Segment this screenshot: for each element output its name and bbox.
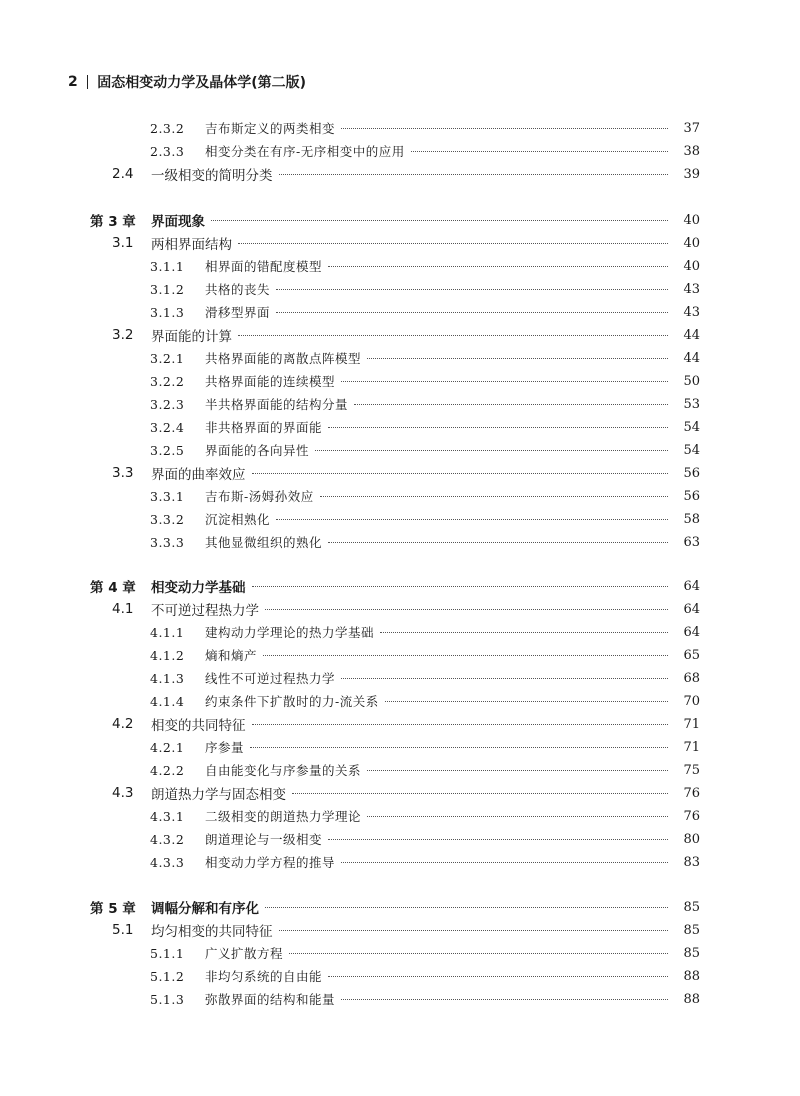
toc-leader-dots xyxy=(252,473,668,474)
toc-entry-title: 共格界面能的连续模型 xyxy=(205,374,336,389)
toc-entry-number: 3.2.2 xyxy=(150,373,185,389)
toc-chapter-row xyxy=(0,210,700,230)
toc-entry-title: 相变分类在有序-无序相变中的应用 xyxy=(205,144,405,159)
toc-subsection-row xyxy=(0,989,700,1009)
toc-leader-dots xyxy=(265,609,668,610)
toc-entry-page: 85 xyxy=(683,945,700,961)
toc-entry-number: 5.1 xyxy=(112,922,134,938)
toc-subsection-row xyxy=(0,622,700,642)
toc-entry-page: 56 xyxy=(683,488,700,504)
toc-entry-page: 76 xyxy=(683,785,700,801)
toc-subsection-row xyxy=(0,806,700,826)
toc-entry-page: 70 xyxy=(683,693,700,709)
toc-entry-page: 76 xyxy=(683,808,700,824)
toc-entry-page: 71 xyxy=(683,716,700,732)
toc-entry-page: 63 xyxy=(683,534,700,550)
toc-entry-title: 广义扩散方程 xyxy=(205,946,284,961)
toc-leader-dots xyxy=(238,335,668,336)
toc-leader-dots xyxy=(367,816,668,817)
toc-entry-title: 界面能的计算 xyxy=(151,329,232,345)
toc-subsection-row xyxy=(0,943,700,963)
toc-subsection-row xyxy=(0,737,700,757)
toc-subsection-row xyxy=(0,371,700,391)
book-title: 固态相变动力学及晶体学(第二版) xyxy=(97,75,307,91)
toc-entry-number: 4.2.2 xyxy=(150,762,185,778)
toc-entry-page: 80 xyxy=(683,831,700,847)
toc-leader-dots xyxy=(341,128,668,129)
toc-entry-page: 44 xyxy=(683,350,700,366)
toc-entry-title: 约束条件下扩散时的力-流关系 xyxy=(205,694,379,709)
toc-entry-title: 非均匀系统的自由能 xyxy=(205,969,323,984)
toc-entry-title: 熵和熵产 xyxy=(205,648,258,663)
toc-subsection-row xyxy=(0,141,700,161)
toc-entry-page: 71 xyxy=(683,739,700,755)
toc-leader-dots xyxy=(341,381,668,382)
toc-leader-dots xyxy=(328,976,668,977)
toc-entry-title: 共格的丧失 xyxy=(205,282,271,297)
toc-entry-number: 4.2 xyxy=(112,716,134,732)
toc-leader-dots xyxy=(276,312,668,313)
toc-entry-title: 两相界面结构 xyxy=(151,237,232,253)
toc-subsection-row xyxy=(0,668,700,688)
toc-entry-number: 3.3.2 xyxy=(150,511,185,527)
toc-entry-title: 二级相变的朗道热力学理论 xyxy=(205,809,362,824)
toc-subsection-row xyxy=(0,829,700,849)
toc-entry-page: 68 xyxy=(683,670,700,686)
toc-entry-title: 共格界面能的离散点阵模型 xyxy=(205,351,362,366)
toc-leader-dots xyxy=(315,450,668,451)
toc-subsection-row xyxy=(0,302,700,322)
toc-entry-title: 半共格界面能的结构分量 xyxy=(205,397,349,412)
toc-subsection-row xyxy=(0,852,700,872)
toc-entry-title: 线性不可逆过程热力学 xyxy=(205,671,336,686)
toc-entry-number: 5.1.2 xyxy=(150,968,185,984)
toc-entry-number: 3.2 xyxy=(112,327,134,343)
header-divider xyxy=(87,75,89,89)
toc-entry-title: 吉布斯定义的两类相变 xyxy=(205,121,336,136)
toc-entry-number: 3.2.1 xyxy=(150,350,185,366)
toc-entry-title: 滑移型界面 xyxy=(205,305,271,320)
toc-leader-dots xyxy=(341,999,668,1000)
toc-section-row xyxy=(0,463,700,483)
toc-leader-dots xyxy=(367,770,668,771)
toc-entry-number: 2.3.2 xyxy=(150,120,185,136)
toc-entry-page: 53 xyxy=(683,396,700,412)
toc-entry-title: 相变的共同特征 xyxy=(151,718,246,734)
toc-entry-page: 75 xyxy=(683,762,700,778)
toc-entry-title: 均匀相变的共同特征 xyxy=(151,924,273,940)
toc-leader-dots xyxy=(238,243,668,244)
toc-entry-title: 相界面的错配度模型 xyxy=(205,259,323,274)
toc-entry-number: 4.1.4 xyxy=(150,693,185,709)
toc-entry-page: 58 xyxy=(683,511,700,527)
toc-leader-dots xyxy=(279,174,668,175)
toc-leader-dots xyxy=(341,678,668,679)
toc-entry-title: 调幅分解和有序化 xyxy=(151,901,259,917)
toc-entry-number: 3.1.3 xyxy=(150,304,185,320)
toc-entry-title: 吉布斯-汤姆孙效应 xyxy=(205,489,314,504)
toc-section-row xyxy=(0,714,700,734)
toc-entry-number: 4.1 xyxy=(112,601,134,617)
toc-section-row xyxy=(0,783,700,803)
toc-entry-title: 界面现象 xyxy=(151,214,205,230)
toc-leader-dots xyxy=(328,839,668,840)
toc-entry-page: 88 xyxy=(683,968,700,984)
toc-subsection-row xyxy=(0,532,700,552)
toc-entry-title: 沉淀相熟化 xyxy=(205,512,271,527)
toc-entry-number: 3.3 xyxy=(112,465,134,481)
toc-leader-dots xyxy=(289,953,668,954)
toc-leader-dots xyxy=(328,427,668,428)
toc-entry-number: 3.2.3 xyxy=(150,396,185,412)
toc-chapter-row xyxy=(0,897,700,917)
toc-entry-page: 64 xyxy=(683,601,700,617)
toc-leader-dots xyxy=(263,655,668,656)
toc-entry-number: 3.2.5 xyxy=(150,442,185,458)
toc-entry-title: 朗道热力学与固态相变 xyxy=(151,787,286,803)
toc-leader-dots xyxy=(328,266,668,267)
toc-entry-title: 自由能变化与序参量的关系 xyxy=(205,763,362,778)
toc-subsection-row xyxy=(0,509,700,529)
toc-subsection-row xyxy=(0,279,700,299)
toc-entry-title: 不可逆过程热力学 xyxy=(151,603,259,619)
toc-entry-number: 3.3.1 xyxy=(150,488,185,504)
toc-entry-page: 40 xyxy=(683,258,700,274)
toc-subsection-row xyxy=(0,118,700,138)
toc-entry-number: 3.2.4 xyxy=(150,419,185,435)
toc-entry-page: 64 xyxy=(683,624,700,640)
toc-entry-number: 3.1.2 xyxy=(150,281,185,297)
toc-subsection-row xyxy=(0,966,700,986)
toc-subsection-row xyxy=(0,645,700,665)
toc-entry-title: 朗道理论与一级相变 xyxy=(205,832,323,847)
toc-entry-number: 第 5 章 xyxy=(90,901,136,917)
toc-subsection-row xyxy=(0,348,700,368)
toc-entry-number: 4.1.2 xyxy=(150,647,185,663)
toc-entry-number: 3.1.1 xyxy=(150,258,185,274)
toc-entry-number: 2.3.3 xyxy=(150,143,185,159)
toc-subsection-row xyxy=(0,394,700,414)
page-number: 2 xyxy=(68,74,78,90)
toc-entry-page: 54 xyxy=(683,419,700,435)
toc-leader-dots xyxy=(380,632,668,633)
toc-entry-title: 相变动力学方程的推导 xyxy=(205,855,336,870)
toc-entry-page: 38 xyxy=(683,143,700,159)
toc-section-row xyxy=(0,599,700,619)
toc-entry-number: 4.3.1 xyxy=(150,808,185,824)
toc-section-row xyxy=(0,164,700,184)
toc-entry-number: 第 3 章 xyxy=(90,214,136,230)
toc-entry-page: 43 xyxy=(683,281,700,297)
toc-leader-dots xyxy=(292,793,668,794)
toc-leader-dots xyxy=(265,907,668,908)
toc-leader-dots xyxy=(367,358,668,359)
toc-entry-number: 4.3.3 xyxy=(150,854,185,870)
toc-entry-number: 4.3.2 xyxy=(150,831,185,847)
toc-leader-dots xyxy=(211,220,668,221)
toc-entry-number: 5.1.1 xyxy=(150,945,185,961)
toc-entry-number: 4.1.3 xyxy=(150,670,185,686)
toc-leader-dots xyxy=(341,862,668,863)
toc-leader-dots xyxy=(276,289,668,290)
toc-subsection-row xyxy=(0,256,700,276)
toc-entry-page: 85 xyxy=(683,899,700,915)
toc-entry-number: 2.4 xyxy=(112,166,134,182)
toc-leader-dots xyxy=(250,747,668,748)
toc-section-row xyxy=(0,920,700,940)
toc-section-row xyxy=(0,325,700,345)
toc-entry-title: 其他显微组织的熟化 xyxy=(205,535,323,550)
toc-entry-page: 43 xyxy=(683,304,700,320)
toc-section-row xyxy=(0,233,700,253)
toc-leader-dots xyxy=(279,930,668,931)
toc-entry-page: 54 xyxy=(683,442,700,458)
toc-entry-page: 40 xyxy=(683,212,700,228)
toc-entry-page: 65 xyxy=(683,647,700,663)
toc-entry-number: 4.2.1 xyxy=(150,739,185,755)
toc-entry-number: 3.3.3 xyxy=(150,534,185,550)
toc-entry-page: 88 xyxy=(683,991,700,1007)
toc-subsection-row xyxy=(0,486,700,506)
toc-leader-dots xyxy=(252,586,668,587)
toc-entry-page: 37 xyxy=(683,120,700,136)
toc-entry-title: 非共格界面的界面能 xyxy=(205,420,323,435)
running-header xyxy=(68,72,306,92)
toc-entry-number: 4.1.1 xyxy=(150,624,185,640)
toc-leader-dots xyxy=(385,701,668,702)
toc-leader-dots xyxy=(320,496,668,497)
toc-chapter-row xyxy=(0,576,700,596)
toc-subsection-row xyxy=(0,440,700,460)
toc-entry-title: 一级相变的简明分类 xyxy=(151,168,273,184)
toc-entry-number: 4.3 xyxy=(112,785,134,801)
toc-entry-page: 56 xyxy=(683,465,700,481)
toc-entry-number: 第 4 章 xyxy=(90,580,136,596)
toc-entry-title: 界面的曲率效应 xyxy=(151,467,246,483)
toc-entry-page: 83 xyxy=(683,854,700,870)
toc-entry-number: 3.1 xyxy=(112,235,134,251)
toc-subsection-row xyxy=(0,691,700,711)
toc-leader-dots xyxy=(276,519,668,520)
toc-leader-dots xyxy=(411,151,668,152)
toc-entry-title: 界面能的各向异性 xyxy=(205,443,310,458)
toc-entry-number: 5.1.3 xyxy=(150,991,185,1007)
toc-entry-page: 40 xyxy=(683,235,700,251)
toc-subsection-row xyxy=(0,760,700,780)
toc-entry-page: 50 xyxy=(683,373,700,389)
toc-leader-dots xyxy=(328,542,668,543)
toc-entry-title: 相变动力学基础 xyxy=(151,580,246,596)
toc-entry-title: 弥散界面的结构和能量 xyxy=(205,992,336,1007)
toc-leader-dots xyxy=(252,724,668,725)
toc-entry-page: 85 xyxy=(683,922,700,938)
toc-entry-title: 序参量 xyxy=(205,740,245,755)
toc-subsection-row xyxy=(0,417,700,437)
toc-entry-page: 44 xyxy=(683,327,700,343)
toc-entry-page: 64 xyxy=(683,578,700,594)
toc-entry-title: 建构动力学理论的热力学基础 xyxy=(205,625,375,640)
toc-entry-page: 39 xyxy=(683,166,700,182)
toc-leader-dots xyxy=(354,404,668,405)
